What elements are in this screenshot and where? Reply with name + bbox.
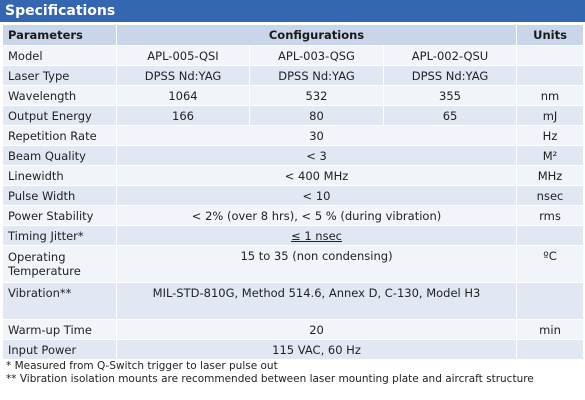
row-label: Power Stability xyxy=(3,206,116,225)
row-laser-type xyxy=(3,66,583,85)
row-model xyxy=(3,46,583,65)
row-timing-jitter xyxy=(3,226,583,245)
row-label: Warm-up Time xyxy=(3,320,116,339)
model-cell: APL-005-QSI xyxy=(117,46,249,65)
row-warm-up-time xyxy=(3,320,583,339)
value-cell: < 3 xyxy=(117,146,516,165)
jitter-value: ≤ 1 nsec xyxy=(291,228,342,243)
row-label: Input Power xyxy=(3,340,116,359)
wavelength-cell: 1064 xyxy=(117,86,249,105)
row-wavelength xyxy=(3,86,583,105)
row-label: Linewidth xyxy=(3,166,116,185)
unit-cell xyxy=(517,283,583,319)
header-configurations: Configurations xyxy=(117,25,516,45)
row-pulse-width xyxy=(3,186,583,205)
wavelength-cell: 355 xyxy=(384,86,516,105)
row-label: Beam Quality xyxy=(3,146,116,165)
output-energy-cell: 166 xyxy=(117,106,249,125)
unit-cell xyxy=(517,66,583,85)
value-cell: < 2% (over 8 hrs), < 5 % (during vibration) xyxy=(117,206,516,225)
row-input-power xyxy=(3,340,583,359)
unit-cell: M² xyxy=(517,146,583,165)
row-power-stability xyxy=(3,206,583,225)
unit-cell xyxy=(517,46,583,65)
model-cell: APL-003-QSG xyxy=(250,46,383,65)
footnotes xyxy=(6,360,581,386)
row-output-energy xyxy=(3,106,583,125)
row-vibration xyxy=(3,283,583,319)
row-label: Operating Temperature xyxy=(3,246,116,282)
unit-cell: nm xyxy=(517,86,583,105)
row-label: Model xyxy=(3,46,116,65)
section-title: Specifications xyxy=(0,0,585,22)
row-label: Laser Type xyxy=(3,66,116,85)
row-operating-temperature xyxy=(3,246,583,282)
header-units: Units xyxy=(517,25,583,45)
unit-cell: rms xyxy=(517,206,583,225)
laser-type-cell: DPSS Nd:YAG xyxy=(250,66,383,85)
row-repetition-rate xyxy=(3,126,583,145)
laser-type-cell: DPSS Nd:YAG xyxy=(384,66,516,85)
value-cell: < 10 xyxy=(117,186,516,205)
row-label: Vibration** xyxy=(3,283,116,319)
value-cell: 20 xyxy=(117,320,516,339)
row-beam-quality xyxy=(3,146,583,165)
value-cell: 15 to 35 (non condensing) xyxy=(117,246,516,282)
value-cell: 115 VAC, 60 Hz xyxy=(117,340,516,359)
row-label: Output Energy xyxy=(3,106,116,125)
unit-cell xyxy=(517,340,583,359)
unit-cell: Hz xyxy=(517,126,583,145)
value-cell: 30 xyxy=(117,126,516,145)
unit-cell: ºC xyxy=(517,246,583,282)
wavelength-cell: 532 xyxy=(250,86,383,105)
table-header-row xyxy=(3,25,583,45)
unit-cell: MHz xyxy=(517,166,583,185)
value-cell: < 400 MHz xyxy=(117,166,516,185)
row-label: Repetition Rate xyxy=(3,126,116,145)
unit-cell xyxy=(517,226,583,245)
footnote-vibration: ** Vibration isolation mounts are recommended between laser mounting plate and aircraft structure xyxy=(6,373,534,385)
model-cell: APL-002-QSU xyxy=(384,46,516,65)
header-parameters: Parameters xyxy=(3,25,116,45)
value-cell xyxy=(117,226,516,245)
unit-cell: min xyxy=(517,320,583,339)
output-energy-cell: 65 xyxy=(384,106,516,125)
output-energy-cell: 80 xyxy=(250,106,383,125)
value-cell: MIL-STD-810G, Method 514.6, Annex D, C-130, Model H3 xyxy=(117,283,516,319)
footnote-timing-jitter: * Measured from Q-Switch trigger to laser pulse out xyxy=(6,360,278,372)
unit-cell: mJ xyxy=(517,106,583,125)
unit-cell: nsec xyxy=(517,186,583,205)
specifications-table xyxy=(2,24,584,360)
row-label: Wavelength xyxy=(3,86,116,105)
row-label: Pulse Width xyxy=(3,186,116,205)
laser-type-cell: DPSS Nd:YAG xyxy=(117,66,249,85)
row-label: Timing Jitter* xyxy=(3,226,116,245)
row-linewidth xyxy=(3,166,583,185)
